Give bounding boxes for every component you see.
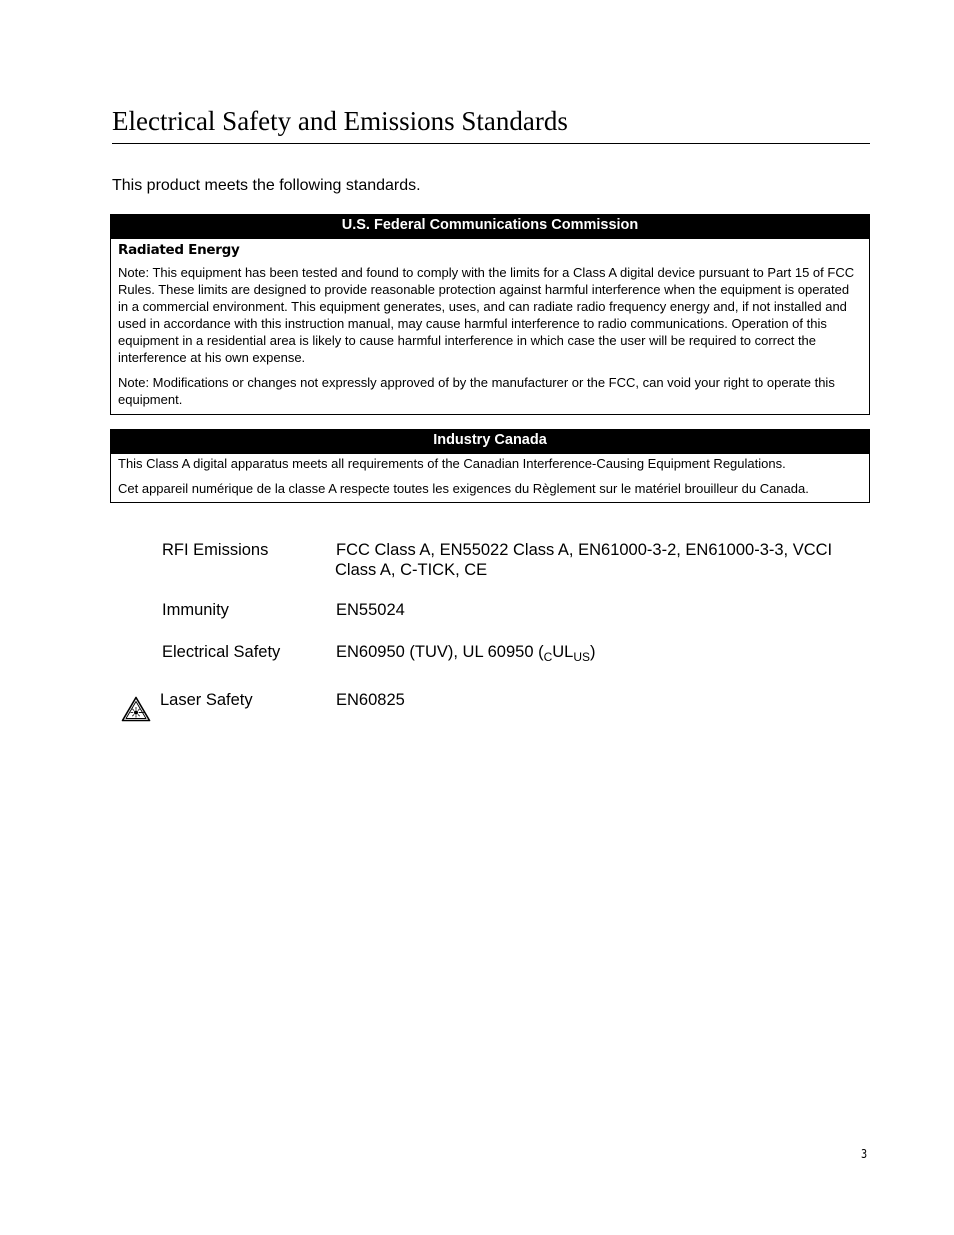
electrical-value-suffix: ): [590, 643, 596, 661]
rfi-label: RFI Emissions: [162, 541, 269, 559]
fcc-header: U.S. Federal Communications Commission: [111, 215, 869, 239]
immunity-value: EN55024: [336, 601, 405, 619]
rfi-value-line1: FCC Class A, EN55022 Class A, EN61000-3-2, EN61000-3-3, VCCI: [336, 541, 833, 559]
fcc-note-2: Note: Modifications or changes not expressly approved of by the manufacturer or the FCC, can void your right to operate this equipment.: [118, 375, 835, 407]
c-subscript: C: [543, 650, 553, 664]
rfi-value: [336, 540, 866, 580]
intro-text: This product meets the following standards.: [112, 177, 421, 194]
fcc-box: [110, 214, 870, 415]
fcc-note-1: Note: This equipment has been tested and found to comply with the limits for a Class A digital device pursuant to Part 15 of FCC Rules. These limits are designed to provide reasonable protection against harmful interference when the equipment is operated in a commercial environment. This equipment generates, uses, and can radiate radio frequency energy and, if not installed and used in accordance with this instruction manual, may cause harmful interference to radio communications. Operation of this equipment in a residential area is likely to cause harmful interference in which case the user will be required to correct the interference at his own expense.: [118, 265, 855, 365]
laser-label: Laser Safety: [160, 691, 253, 709]
rfi-value-line2: Class A, C-TICK, CE: [335, 561, 488, 579]
radiated-energy-heading: Radiated Energy: [118, 242, 240, 258]
ic-body: [111, 454, 869, 497]
ul-mark: UL: [552, 643, 574, 661]
us-subscript: US: [573, 650, 591, 664]
laser-value: EN60825: [336, 691, 405, 709]
ic-english: This Class A digital apparatus meets all requirements of the Canadian Interference-Causing Equipment Regulations.: [118, 456, 786, 471]
electrical-label: Electrical Safety: [162, 643, 281, 661]
fcc-body: [111, 241, 869, 408]
electrical-value: [336, 642, 866, 662]
industry-canada-box: [110, 429, 870, 503]
laser-warning-icon: [121, 696, 151, 722]
immunity-label: Immunity: [162, 601, 229, 619]
electrical-value-prefix: EN60950 (TUV), UL 60950 (: [336, 643, 544, 661]
page-number: 3: [861, 1147, 868, 1161]
ic-french: Cet appareil numérique de la classe A respecte toutes les exigences du Règlement sur le matériel brouilleur du Canada.: [118, 481, 809, 496]
ic-header: Industry Canada: [111, 430, 869, 454]
page-title: Electrical Safety and Emissions Standards: [112, 104, 870, 144]
